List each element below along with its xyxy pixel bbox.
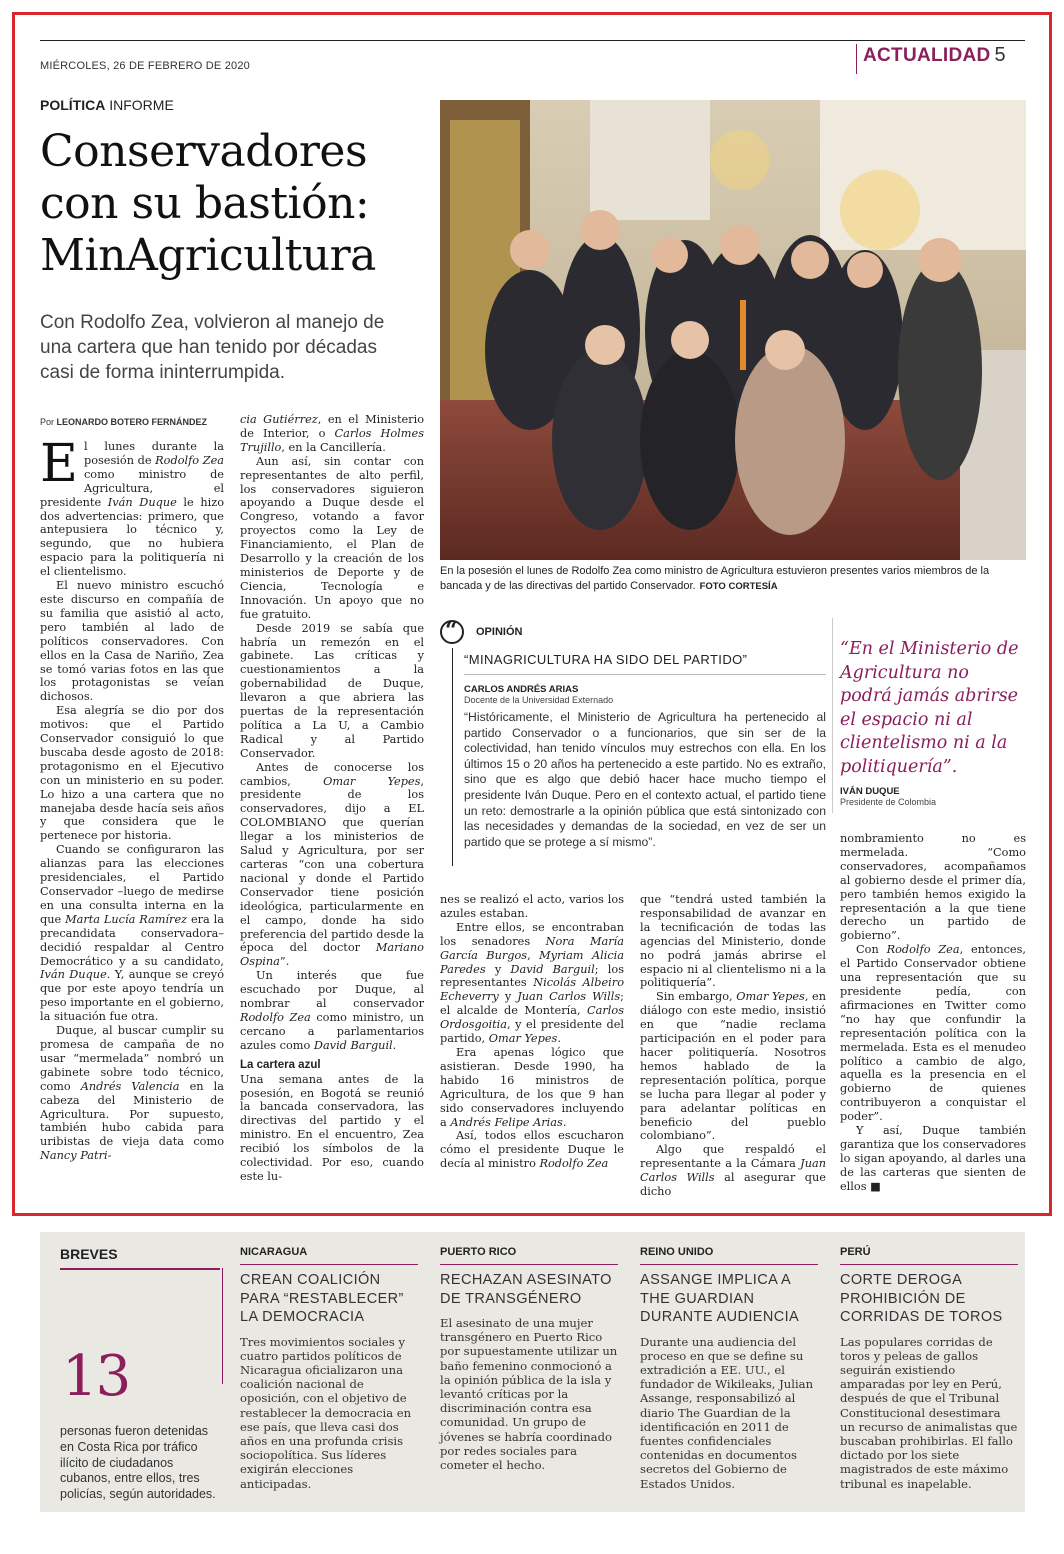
breves-stat-number: 13 [62,1344,130,1409]
breves-label: BREVES [60,1246,118,1262]
body-paragraph: Aun así, sin contar con representantes de alto perfil, los conservadores siguieron apoyando a Duque desde el Congreso, votando a favor proyectos como la Ley de Financiamiento, el Plan de Desarrollo y la creación de los ministerios de Deporte y de Ciencia, Tecnología e Innovación. Un apoyo que no fue gratuito. [240,454,424,621]
article-column-4 [640,893,826,1199]
kicker-rest: INFORME [105,97,174,113]
body-paragraph: Duque, al buscar cumplir su promesa de campaña de no usar “mermelada” nombró un gabinete sobre todo técnico, como Andrés Valencia en la cabeza del Ministerio de Agricultura. Por supuesto, también hubo cabida para uribistas de vieja data como Nancy Patri- [40,1024,224,1163]
opinion-label: OPINIÓN [476,626,523,638]
caption-text: En la posesión el lunes de Rodolfo Zea como ministro de Agricultura estuvieron presentes varios miembros de la bancada y de las directivas del partido Conservador. [440,565,990,592]
body-paragraph: nombramiento no es mermelada. “Como conservadores, acompañamos al gobierno desde el primer día, pero también hemos exigido la representación a la que tiene derecho un partido de gobierno”. [840,832,1026,943]
body-paragraph: cia Gutiérrez, en el Ministerio de Interior, o Carlos Holmes Trujillo, en la Cancillería. [240,413,424,454]
body-paragraph: Desde 2019 se sabía que habría un remezón en el gabinete. Las críticas y cuestionamientos a la gobernabilidad de Duque, llevaron a que abriera las puertas de la representación política a La U, a Cambio Radical y al Partido Conservador. [240,621,424,760]
brief-place: NICARAGUA [240,1246,308,1258]
article-column-3 [440,893,624,1171]
body-paragraph: Entre ellos, se encontraban los senadores Nora María García Burgos, Myriam Alicia Paredes y David Barguil; los representantes Nicolás Albeiro Echeverry y Juan Carlos Wills; el alcalde de Montería, Carlos Ordosgoitia, y el presidente del partido, Omar Yepes. [440,920,625,1046]
breves-rule [60,1268,220,1270]
brief-rule [240,1264,418,1265]
body-paragraph: que “tendrá usted también la responsabilidad de avanzar en la tecnificación de todas las agencias del Ministerio, donde no podrá jamás abrirse el espacio ni al clientelismo ni a la politiquería”. [640,893,826,990]
body-paragraph: Sin embargo, Omar Yepes, en diálogo con este medio, insistió en que “nadie reclama participación en el poder para hacer politiquería. Nosotros hemos hablado de la representación política, porque se lucha para llegar al poder y para adelantar políticas en beneficio del pueblo colombiano”. [640,990,826,1143]
header-date: MIÉRCOLES, 26 DE FEBRERO DE 2020 [40,60,250,72]
body-paragraph: Era apenas lógico que asistieran. Desde 1990, ha habido 16 ministros de Agricultura, de los que 9 han sido conservadores incluyendo a Andrés Felipe Arias. [440,1045,624,1129]
article-column-5 [840,832,1026,1194]
opinion-author-role: Docente de la Universidad Externado [464,695,614,705]
page-number: 5 [994,44,1006,66]
photo-credit: FOTO CORTESÍA [699,581,778,592]
group-photo-image [440,100,1026,560]
brief-title: RECHAZAN ASESINATO DE TRANSGÉNERO [440,1272,612,1307]
body-paragraph: Esa alegría se dio por dos motivos: que el Partido Conservador consiguió lo que buscaba desde agosto de 2018: protagonismo en el Ejecutivo con un ministerio en su poder. Lo hizo a una cartera que no manejaba desde hacía seis años y que considera que le pertenece por historia. [40,704,224,843]
byline-author: LEONARDO BOTERO FERNÁNDEZ [56,417,208,427]
brief-title: ASSANGE IMPLICA A THE GUARDIAN DURANTE AUDIENCIA [640,1272,800,1325]
article-headline: Conservadores con su bastión: MinAgricultura [40,126,376,281]
breves-section [40,1232,1025,1512]
opinion-box [440,618,826,866]
body-paragraph: Y así, Duque también garantiza que los conservadores lo sigan apoyando, al darles una de las carteras que sienten de ellos ■ [840,1124,1026,1193]
brief-body: Tres movimientos sociales y cuatro partidos políticos de Nicaragua oficializaron una coalición nacional de oposición, con el objetivo de restablecer la democracia en ese país, que lleva casi dos años en una profunda crisis sociopolítica. Sus líderes exigirán elecciones anticipadas. [240,1334,412,1491]
kicker-bold: POLÍTICA [40,97,106,113]
quote-icon: “ [440,620,464,644]
photo-caption [440,564,1026,594]
byline-prefix: Por [40,417,57,427]
body-paragraph: El lunes durante la posesión de Rodolfo Zea como ministro de Agricultura, el presidente Iván Duque le hizo dos advertencias: primero, que antepusiera lo técnico y, segundo, que no hubiera espacio para la politiquería ni el clientelismo. [40,434,224,579]
body-paragraph: nes se realizó el acto, varios los azules estaban. [440,893,624,920]
brief-body: Las populares corridas de toros y peleas de gallos seguirán existiendo amparadas por ley en Perú, después de que el Tribunal Constitucional desestimara un recurso de animalistas que buscaban prohibirlas. El fallo dictado por los siete magistrados de este máximo tribunal es inapelable. [840,1334,1018,1491]
opinion-body: “Históricamente, el Ministerio de Agricultura ha pertenecido al partido Conservador o a funcionarios, que sin ser de la colectividad, han tenido vínculos muy estrechos con ella. En los últimos 15 o 20 años ha pertenecido a este partido. No es extraño, sino que es algo que debió hacer hace mucho tiempo el presidente Iván Duque. Pero en el contexto actual, el partido tiene un reto: demostrarle a la opinión pública que está sintonizado con las necesidades y demandas de la sociedad, en vez de ser un partido que se protege a sí mismo”. [464,710,826,849]
brief-rule [440,1264,618,1265]
section-name: ACTUALIDAD [863,45,991,66]
body-paragraph: Una semana antes de la posesión, en Bogotá se reunió la bancada conservadora, las directivas del partido y el ministro. En el encuentro, Zea recibió los símbolos de la colectividad. Por eso, cuando este lu- [240,1072,424,1183]
article-photo [440,100,1026,560]
article-column-2 [240,413,424,1184]
brief-rule [840,1264,1018,1265]
opinion-author: CARLOS ANDRÉS ARIAS [464,684,579,695]
header-rule [40,40,1025,41]
brief-item [840,1246,1018,1491]
body-paragraph: Algo que respaldó el representante a la Cámara Juan Carlos Wills al asegurar que dicho [640,1143,826,1199]
brief-item [240,1246,418,1491]
article-kicker [40,97,174,113]
article-subhead: Con Rodolfo Zea, volvieron al manejo de una cartera que han tenido por décadas casi de forma ininterrumpida. [40,312,385,383]
pullquote-divider [832,618,833,813]
body-paragraph: Un interés que fue escuchado por Duque, al nombrar al conservador Rodolfo Zea como ministro, un cercano a parlamentarios azules como David Barguil. [240,969,425,1052]
opinion-divider [464,674,826,675]
brief-body: Durante una audiencia del proceso en que se define su extradición a EE. UU., el fundador de Wikileaks, Julian Assange, responsabilizó al diario The Guardian de la identificación en 2011 de fuentes confidenciales contenidas en documentos secretos del Gobierno de Estados Unidos. [640,1334,814,1491]
article-column-1 [40,434,224,1163]
pullquote-name: IVÁN DUQUE [840,786,900,797]
brief-place: REINO UNIDO [640,1246,714,1258]
body-paragraph: Cuando se configuraron las alianzas para las elecciones presidenciales, el Partido Conservador –luego de medirse en una consulta interna en la que Marta Lucía Ramírez era la precandidata conservadora– decidió respaldar al Centro Democrático y a su candidato, Iván Duque. Y, aunque se creyó que por este apoyo tendría un peso importante en el gobierno, la situación fue otra. [40,843,224,1024]
brief-rule [640,1264,818,1265]
body-paragraph: Así, todos ellos escucharon cómo el presidente Duque le decía al ministro Rodolfo Zea [440,1129,624,1171]
brief-place: PUERTO RICO [440,1246,517,1258]
brief-title: CORTE DEROGA PROHIBICIÓN DE CORRIDAS DE TOROS [840,1272,1003,1325]
pullquote-text: “En el Ministerio de Agricultura no podrá jamás abrirse el espacio ni al clientelismo ni a la politiquería”. [840,639,1019,777]
article-byline [40,417,207,427]
brief-place: PERÚ [840,1246,871,1258]
section-header [856,44,1026,74]
brief-title: CREAN COALICIÓN PARA “RESTABLECER” LA DEMOCRACIA [240,1272,404,1325]
body-paragraph: Con Rodolfo Zea, entonces, el Partido Conservador obtiene una representación que su presidente pedía, con afirmaciones en Twitter como “no hay que confundir la representación política con la mermelada. Esta es el menudeo político a cambio de algo, aquella es la presencia en el gobierno de quienes contribuyeron a conquistar el poder”. [840,943,1027,1124]
body-paragraph: Antes de conocerse los cambios, Omar Yepes, presidente de los conservadores, dijo a EL COLOMBIANO que querían llegar a los ministerios de Salud y Agricultura, por ser carteras “con una cobertura nacional y donde el Partido Conservador tiene posición ideológica, particularmente en el campo, donde ha sido preferencia del partido desde la época del doctor Mariano Ospina”. [240,760,425,969]
brief-item [440,1246,618,1472]
opinion-title: “MINAGRICULTURA HA SIDO DEL PARTIDO” [464,652,748,667]
breves-stat-text: personas fueron detenidas en Costa Rica por tráfico ilícito de ciudadanos cubanos, entre ellos, tres policías, según autoridades. [60,1424,216,1502]
body-paragraph: El nuevo ministro escuchó este discurso en compañía de su familia que asistió al acto, pero también al lado de políticos conservadores. Con ellos en la Casa de Nariño, Zea se tomó varias fotos en las que los protagonistas se veían dichosos. [40,579,224,704]
subheading: La cartera azul [240,1058,321,1071]
opinion-rule-vertical [452,648,453,866]
pullquote-role: Presidente de Colombia [840,797,937,807]
brief-body: El asesinato de una mujer transgénero en Puerto Rico por supuestamente utilizar un baño femenino conmocionó a la opinión pública de la isla y levantó críticas por la discriminación contra esa comunidad. Un grupo de jóvenes se habría coordinado por redes sociales para cometer el hecho. [440,1316,618,1473]
breves-vertical-rule [222,1268,223,1384]
brief-item [640,1246,818,1491]
